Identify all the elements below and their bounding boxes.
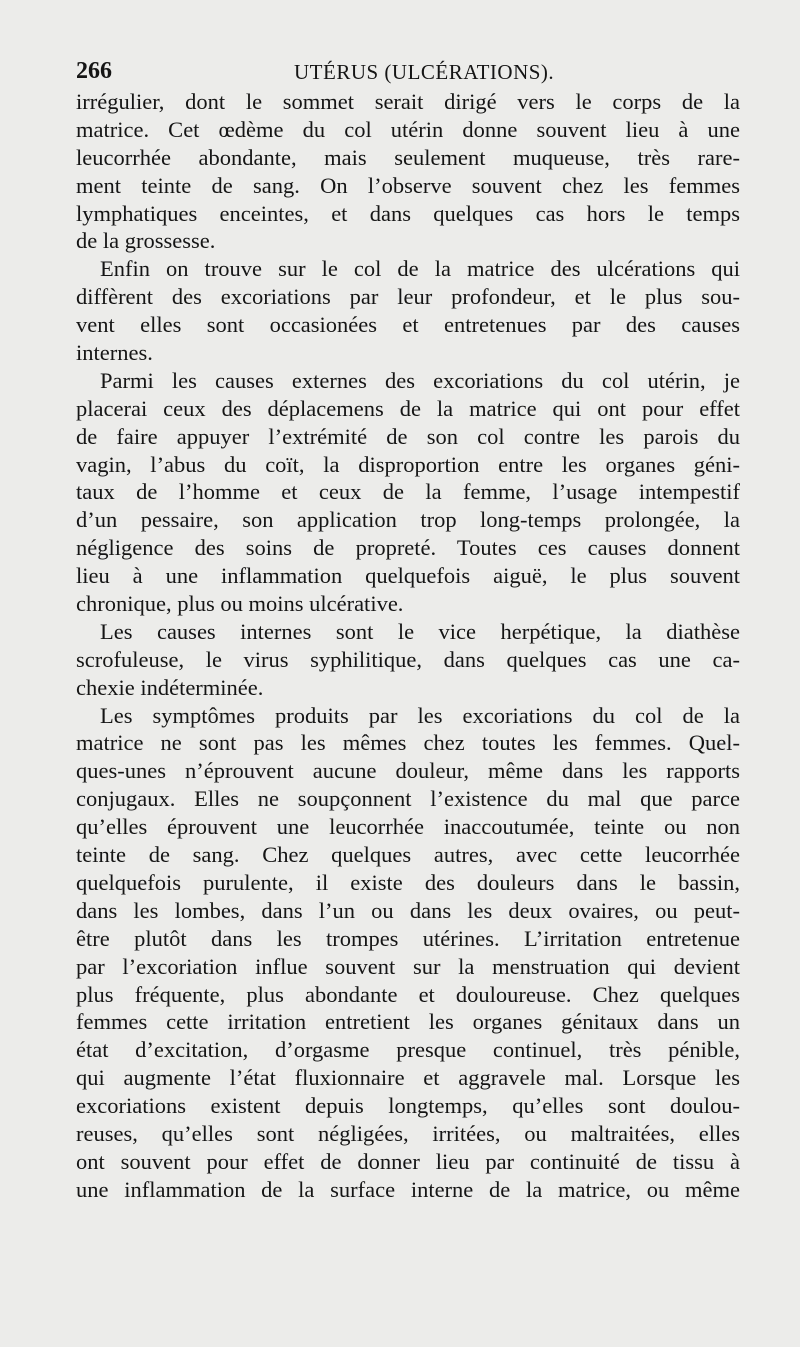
text-line: plus fréquente, plus abondante et douloureuse. Chez quelques [76, 981, 740, 1007]
text-line: lieu à une inflammation quelquefois aiguë, le plus souvent [76, 563, 740, 589]
text-line: Les symptômes produits par les excoriations du col de la [100, 702, 740, 728]
text-line: lymphatiques enceintes, et dans quelques cas hors le temps [76, 200, 740, 226]
text-line: être plutôt dans les trompes utérines. L’irritation entretenue [76, 925, 740, 951]
text-line: de la grossesse. [76, 228, 216, 254]
text-line: ont souvent pour effet de donner lieu par continuité de tissu à [76, 1148, 740, 1174]
text-line: matrice ne sont pas les mêmes chez toutes les femmes. Quel- [76, 730, 740, 756]
text-line: par l’excoriation influe souvent sur la menstruation qui devient [76, 953, 740, 979]
text-line: Parmi les causes externes des excoriations du col utérin, je [100, 367, 740, 393]
text-line: dans les lombes, dans l’un ou dans les deux ovaires, ou peut- [76, 897, 740, 923]
text-line: quelquefois purulente, il existe des douleurs dans le bassin, [76, 869, 740, 895]
text-line: teinte de sang. Chez quelques autres, avec cette leucorrhée [76, 842, 740, 868]
text-line: taux de l’homme et ceux de la femme, l’usage intempestif [76, 479, 740, 505]
text-line: une inflammation de la surface interne de la matrice, ou même [76, 1176, 740, 1202]
text-line: placerai ceux des déplacemens de la matrice qui ont pour effet [76, 395, 740, 421]
text-line: état d’excitation, d’orgasme presque continuel, très pénible, [76, 1037, 740, 1063]
text-line: leucorrhée abondante, mais seulement muqueuse, très rare- [76, 144, 740, 170]
text-line: conjugaux. Elles ne soupçonnent l’existence du mal que parce [76, 786, 740, 812]
text-line: Enfin on trouve sur le col de la matrice des ulcérations qui [100, 256, 740, 282]
running-title: UTÉRUS (ULCÉRATIONS). [294, 60, 555, 84]
text-line: ment teinte de sang. On l’observe souvent chez les femmes [76, 172, 740, 198]
text-line: femmes cette irritation entretient les organes génitaux dans un [76, 1009, 740, 1035]
text-line: de faire appuyer l’extrémité de son col contre les parois du [76, 423, 740, 449]
body-text [76, 88, 740, 1204]
text-line: reuses, qu’elles sont négligées, irritées, ou maltraitées, elles [76, 1120, 740, 1146]
text-line: négligence des soins de propreté. Toutes ces causes donnent [76, 535, 740, 561]
text-line: internes. [76, 340, 153, 366]
text-line: qui augmente l’état fluxionnaire et aggravele mal. Lorsque les [76, 1065, 740, 1091]
text-line: vent elles sont occasionées et entretenues par des causes [76, 312, 740, 338]
text-line: diffèrent des excoriations par leur profondeur, et le plus sou- [76, 284, 740, 310]
text-line: excoriations existent depuis longtemps, qu’elles sont doulou- [76, 1093, 740, 1119]
running-head [76, 57, 740, 85]
text-line: qu’elles éprouvent une leucorrhée inaccoutumée, teinte ou non [76, 814, 740, 840]
text-line: irrégulier, dont le sommet serait dirigé vers le corps de la [76, 89, 740, 114]
text-line: chexie indéterminée. [76, 674, 264, 700]
page-number: 266 [76, 58, 112, 84]
text-line: scrofuleuse, le virus syphilitique, dans quelques cas une ca- [76, 646, 740, 672]
text-line: ques-unes n’éprouvent aucune douleur, même dans les rapports [76, 758, 740, 784]
text-line: d’un pessaire, son application trop long-temps prolongée, la [76, 507, 740, 533]
text-line: chronique, plus ou moins ulcérative. [76, 591, 404, 617]
text-line: vagin, l’abus du coït, la disproportion entre les organes géni- [76, 451, 740, 477]
text-line: matrice. Cet œdème du col utérin donne souvent lieu à une [76, 116, 740, 142]
text-line: Les causes internes sont le vice herpétique, la diathèse [100, 618, 740, 644]
